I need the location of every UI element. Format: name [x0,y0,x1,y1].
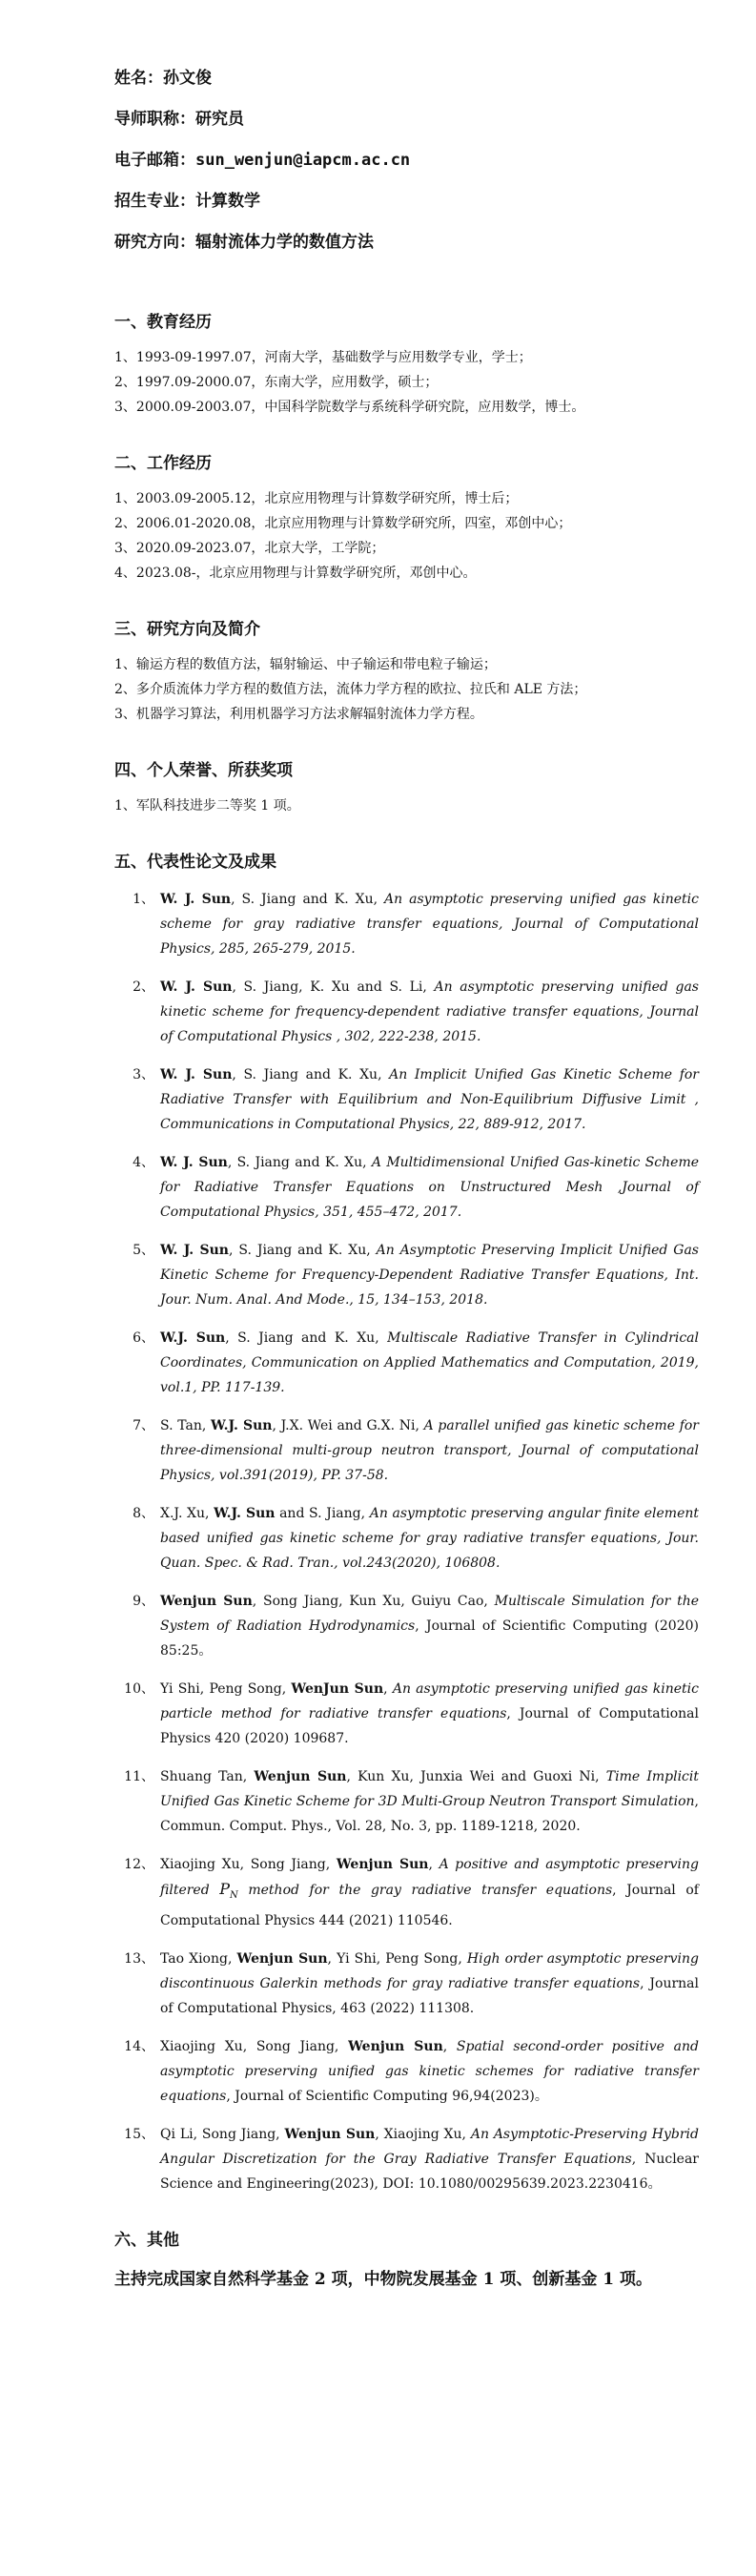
paper-coauthors: , S. Jiang and K. Xu, [227,1155,372,1170]
paper-coauthors-before: Yi Shi, Peng Song, [160,1681,292,1697]
paper-item [114,1589,699,1663]
other-text: 主持完成国家自然科学基金 2 项，中物院发展基金 1 项、创新基金 1 项。 [114,2270,652,2290]
papers-list [114,887,699,2196]
paper-highlight-author: Wenjun Sun [160,1594,253,1609]
paper-highlight-author: W. J. Sun [160,1067,233,1082]
paper-number: 13、 [124,1951,154,1968]
work-item: 3、2020.09-2023.07，北京大学，工学院； [114,541,385,556]
paper-number: 1、 [133,892,154,907]
paper-coauthors: , Kun Xu, Junxia Wei and Guoxi Ni, [346,1769,606,1784]
paper-coauthors: , S. Jiang and K. Xu, [232,1067,390,1082]
paper-title: A parallel unified gas kinetic scheme for three-dimensional multi-group neutron transport, Journal of computational Physics, vol.391(2019), PP. 37-58. [160,1418,700,1483]
paper-coauthors-before: Qi Li, Song Jiang, [160,2127,285,2143]
paper-highlight-author: WenJun Sun [291,1681,384,1697]
paper-highlight-author: W. J. Sun [160,979,233,995]
direction-line [114,231,699,254]
paper-highlight-author: W. J. Sun [160,1243,229,1258]
paper-coauthors: , Yi Shi, Peng Song, [327,1951,467,1968]
paper-citation [160,1238,699,1312]
paper-source: , Journal of Scientific Computing 96,94(2023)。 [226,2089,548,2105]
work-item: 1、2003.09-2005.12，北京应用物理与计算数学研究所，博士后； [114,491,519,506]
paper-highlight-author: W. J. Sun [160,892,232,907]
paper-coauthors-before: Xiaojing Xu, Song Jiang, [160,2039,349,2055]
paper-title: An Asymptotic-Preserving Hybrid Angular Discretization for the Gray Radiative Transfer Equations [160,2127,699,2168]
education-heading: 一、教育经历 [114,313,212,332]
paper-citation [160,1150,699,1225]
paper-coauthors-before: X.J. Xu, [160,1506,215,1521]
paper-item [114,1413,699,1488]
paper-coauthors: , Song Jiang, Kun Xu, Guiyu Cao, [252,1594,495,1609]
paper-citation [160,2034,699,2109]
paper-number: 9、 [133,1594,154,1609]
paper-item [114,887,699,961]
paper-coauthors: , S. Jiang, K. Xu and S. Li, [232,979,435,995]
paper-item [114,1062,699,1137]
paper-source: , Nuclear Science and Engineering(2023), DOI: 10.1080/00295639.2023.2230416。 [160,2152,700,2193]
research-item: 1、输运方程的数值方法，辐射输运、中子输运和带电粒子输运； [114,657,497,672]
paper-item [114,1326,699,1400]
paper-number: 7、 [133,1418,154,1433]
paper-highlight-author: W.J. Sun [211,1418,273,1433]
pn-symbol: $P_N$ [219,1880,238,1902]
paper-coauthors-before: Shuang Tan, [160,1769,255,1784]
paper-number: 2、 [133,979,154,995]
paper-citation [160,1413,699,1488]
paper-item [114,1501,699,1576]
work-item: 4、2023.08-，北京应用物理与计算数学研究所，邓创中心。 [114,566,477,581]
paper-coauthors-before: S. Tan, [160,1418,212,1433]
email-line [114,149,699,172]
paper-number: 3、 [133,1067,154,1082]
paper-highlight-author: Wenjun Sun [254,1769,347,1784]
paper-number: 6、 [133,1330,154,1346]
paper-source: , Commun. Comput. Phys., Vol. 28, No. 3, pp. 1189-1218, 2020. [160,1794,699,1834]
paper-highlight-author: Wenjun Sun [236,1951,328,1968]
papers-heading: 五、代表性论文及成果 [114,853,276,872]
title-label: 导师职称： [114,110,195,129]
work-heading: 二、工作经历 [114,454,212,473]
paper-highlight-author: Wenjun Sun [348,2039,443,2055]
paper-highlight-author: W.J. Sun [214,1506,276,1521]
paper-citation [160,1764,699,1839]
paper-title: High order asymptotic preserving discontinuous Galerkin methods for gray radiative transfer equations [160,1951,699,1992]
paper-source: , Journal of Scientific Computing (2020) 85:25。 [160,1618,699,1659]
paper-citation [160,1326,699,1400]
paper-source: , Journal of Computational Physics 444 (2021) 110546. [160,1883,699,1929]
paper-item [114,1947,699,2021]
paper-title: Time Implicit Unified Gas Kinetic Scheme for 3D Multi-Group Neutron Transport Simulation [160,1769,699,1809]
paper-citation [160,1852,699,1933]
paper-item [114,1677,699,1751]
email-label: 电子邮箱： [114,151,195,170]
paper-number: 5、 [133,1243,154,1258]
paper-highlight-author: W.J. Sun [160,1330,226,1346]
major-value: 计算数学 [195,192,260,211]
paper-citation [160,975,699,1049]
paper-source: , Journal of Computational Physics, 463 (2022) 111308. [160,1976,699,2017]
major-line [114,190,699,213]
email-value[interactable]: sun_wenjun@iapcm.ac.cn [195,151,411,170]
name-label: 姓名： [114,69,163,88]
major-label: 招生专业： [114,192,195,211]
paper-coauthors: , [383,1681,393,1697]
paper-number: 10、 [124,1681,154,1697]
paper-citation [160,1062,699,1137]
honors-item: 1、军队科技进步二等奖 1 项。 [114,798,300,814]
paper-citation [160,1589,699,1663]
paper-highlight-author: Wenjun Sun [284,2127,376,2143]
paper-citation [160,1501,699,1576]
paper-citation [160,1677,699,1751]
paper-title: Multiscale Radiative Transfer in Cylindrical Coordinates, Communication on Applied Mathematics and Computation, 2019, vol.1, PP. 117-139. [160,1330,699,1395]
paper-title: Spatial second-order positive and asymptotic preserving unified gas kinetic schemes for radiative transfer equations [160,2039,699,2105]
paper-coauthors: and S. Jiang, [275,1506,370,1521]
other-heading: 六、其他 [114,2231,179,2251]
paper-title: A Multidimensional Unified Gas-kinetic Scheme for Radiative Transfer Equations on Unstructured Mesh ,Journal of Computational Physics, 351, 455–472, 2017. [160,1155,700,1220]
paper-title: An asymptotic preserving unified gas kinetic scheme for gray radiative transfer equations, Journal of Computational Physics, 285, 265-279, 2015. [160,892,699,957]
title-value: 研究员 [195,110,244,129]
honors-heading: 四、个人荣誉、所获奖项 [114,761,293,780]
paper-number: 15、 [124,2127,154,2143]
paper-source: , Journal of Computational Physics 420 (2020) 109687. [160,1706,699,1746]
direction-value: 辐射流体力学的数值方法 [195,233,374,252]
title-line [114,108,699,131]
research-item: 3、机器学习算法，利用机器学习方法求解辐射流体力学方程。 [114,707,483,722]
paper-coauthors-before: Xiaojing Xu, Song Jiang, [160,1857,337,1872]
paper-title: An Implicit Unified Gas Kinetic Scheme for Radiative Transfer with Equilibrium and Non-Equilibrium Diffusive Limit , Communications in Computational Physics, 22, 889-912, 2017. [160,1067,699,1132]
paper-coauthors: , J.X. Wei and G.X. Ni, [272,1418,424,1433]
paper-item [114,1764,699,1839]
paper-coauthors-before: Tao Xiong, [160,1951,237,1968]
paper-coauthors: , [428,1857,439,1872]
paper-coauthors: , S. Jiang and K. Xu, [225,1330,388,1346]
paper-coauthors: , [442,2039,457,2055]
paper-citation [160,2122,699,2196]
paper-item [114,2122,699,2196]
paper-item [114,1150,699,1225]
paper-number: 4、 [133,1155,154,1170]
paper-coauthors: , Xiaojing Xu, [375,2127,471,2143]
name-value: 孙文俊 [163,69,212,88]
work-item: 2、2006.01-2020.08，北京应用物理与计算数学研究所，四室，邓创中心； [114,516,572,531]
paper-citation [160,1947,699,2021]
paper-number: 11、 [124,1769,154,1784]
paper-highlight-author: W. J. Sun [160,1155,228,1170]
name-line [114,67,699,90]
research-item: 2、多介质流体力学方程的数值方法，流体力学方程的欧拉、拉氏和 ALE 方法； [114,682,587,697]
paper-item [114,1238,699,1312]
paper-title: An asymptotic preserving unified gas kinetic particle method for radiative transfer equations [160,1681,699,1721]
paper-coauthors: , S. Jiang and K. Xu, [229,1243,377,1258]
paper-number: 12、 [124,1857,154,1872]
paper-item [114,2034,699,2109]
paper-title: An asymptotic preserving unified gas kinetic scheme for frequency-dependent radiative transfer equations, Journal of Computational Physics , 302, 222-238, 2015. [160,979,699,1044]
paper-number: 8、 [133,1506,154,1521]
paper-highlight-author: Wenjun Sun [336,1857,429,1872]
paper-item [114,1852,699,1933]
paper-title: An asymptotic preserving angular finite element based unified gas kinetic scheme for gray radiative transfer equations, Jour. Quan. Spec. & Rad. Tran., vol.243(2020), 106808. [160,1506,699,1571]
paper-citation [160,887,699,961]
research-heading: 三、研究方向及简介 [114,620,260,639]
paper-item [114,975,699,1049]
education-item: 3、2000.09-2003.07，中国科学院数学与系统科学研究院，应用数学，博士。 [114,400,585,415]
paper-title: An Asymptotic Preserving Implicit Unified Gas Kinetic Scheme for Frequency-Dependent Radiative Transfer Equations, Int. Jour. Num. Anal. And Mode., 15, 134–153, 2018. [160,1243,699,1308]
paper-title: A positive and asymptotic preserving filtered $P_N$ method for the gray radiative transfer equations [160,1857,700,1902]
paper-number: 14、 [124,2039,154,2055]
paper-title: Multiscale Simulation for the System of Radiation Hydrodynamics [160,1594,700,1634]
education-item: 2、1997.09-2000.07，东南大学，应用数学，硕士； [114,375,439,390]
direction-label: 研究方向： [114,233,195,252]
education-item: 1、1993-09-1997.07，河南大学，基础数学与应用数学专业，学士； [114,350,532,365]
paper-coauthors: , S. Jiang and K. Xu, [231,892,385,907]
